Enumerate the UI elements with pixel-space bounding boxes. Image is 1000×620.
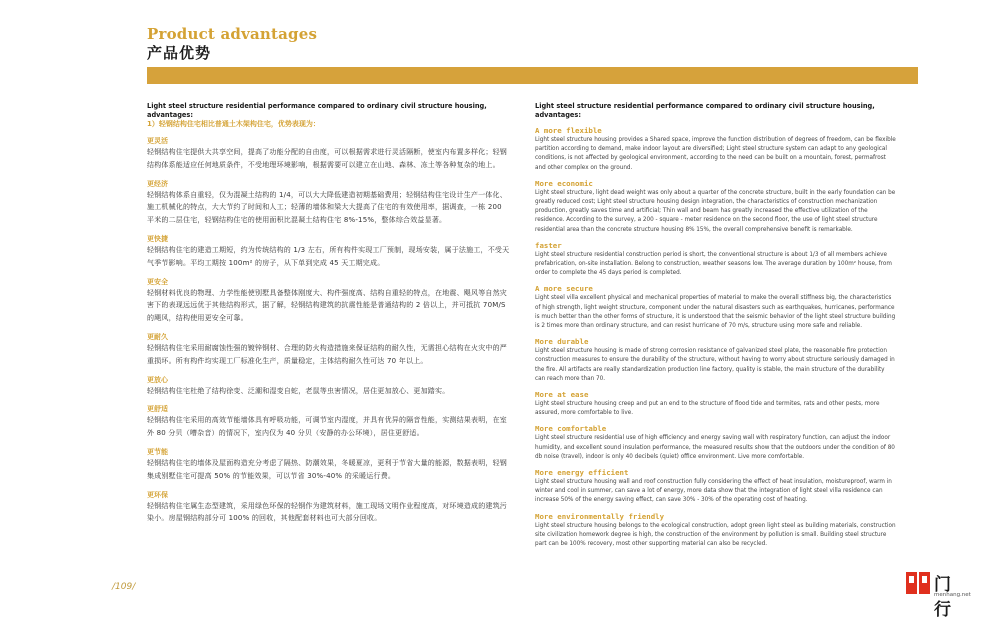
section-heading: 更灵活 [147,137,168,145]
section-heading: A more secure [535,284,593,294]
section-text: 轻钢结构住宅属生态型建筑，采用绿色环保的轻钢作为建筑材料，施工现场文明作业程度高，对环境造成的建筑污染小。房屋钢结构部分可 100% 的回收，其他配套材料也可大部分回收。 [147,501,507,523]
title-cn: 产品优势 [147,44,212,62]
section-heading: 更耐久 [147,332,168,341]
section-text: Light steel structure, light dead weight was only about a quarter of the concrete structure, built in the early foundation can be greatly reduced cost; Light steel structure housing design integration, the characteristics of construction mechanization production, greatly saves time and artificial; Thin wall and beam has greatly increased the effective utilization of the residence. According to the survey, a 200 - square - meter residence on the second floor, the use of light steel structure residential area than the concrete structure housing 8% 15%, the overall comprehensive benefit is remarkable. [535,189,896,233]
section-energy-en [535,468,896,506]
section-text: Light steel structure housing creep and put an end to the structure of flood tide and termites, rats and other pests, more assured, more comfortable to live. [535,401,880,417]
brand-logo-text: 门行 [934,575,952,620]
section-text: Light steel structure housing is made of strong corrosion resistance of galvanized steel plate, the reasonable fire protection construction measures to ensure the durability of the structure, without having to worry about structure seriously damaged in the fire. All artifacts are really standardization production line factory, quality is stable, the main structure of the durability can reach more than 70. [535,348,895,382]
section-durable-cn [147,332,511,368]
brand-logo-icon [905,570,931,596]
left-column-cn [147,102,511,525]
page-number: /109/ [112,582,136,592]
section-text: 轻钢结构住宅采用的高效节能墙体具有呼吸功能，可调节室内湿度，并具有优异的隔音性能，实测结果表明，在室外 80 分贝（嘈杂音）的情况下，室内仅为 40 分贝（安静的办公环境），居住更舒适。 [147,416,507,438]
section-heading: More environmentally friendly [535,511,665,521]
section-economic-cn [147,179,511,227]
section-text: Light steel structure housing provides a Shared space, improve the function distribution of degrees of freedom, can be flexible partition according to demand, make indoor layout are diversified; Light steel structure system can adapt to any geological conditions, is not affected by geological environment, according to the need can be built on a mountain, forest, permafrost and other complex on the ground. [535,137,896,171]
section-text: 轻钢结构住宅杜绝了结构徐变、泛潮和湿变自蛇，老鼠等虫害情况，居住更加放心、更加踏实。 [147,386,450,395]
left-intro-en: Light steel structure residential performance compared to ordinary civil structure housing, advantages: [147,102,487,119]
section-text: 轻钢材料优良的物理、力学性能使别墅具备整体刚度大、构件强度高、结构自重轻的特点，在地震、飓风等自然灾害下的表现远远优于其他结构形式，据了解，轻钢结构建筑的抗震性能是普通结构的 2 倍以上，并可抵抗 70M/S 的飓风，结构使用更安全可靠。 [147,288,507,323]
brand-logo-url: menhang.net [934,592,971,598]
section-text: Light steel structure housing wall and roof construction fully considering the effect of heat insulation, moistureproof, warm in winter and cool in summer, can save a lot of energy, more data show that the integration of light steel villa residence can increase 50% of the energy saving effect, can save 30% - 30% of the operating cost of heating. [535,479,892,504]
right-intro-en: Light steel structure residential performance compared to ordinary civil structure housing, advantages: [535,102,875,119]
section-flexible-cn [147,136,511,172]
section-heading: More durable [535,337,589,347]
section-heading: 更安全 [147,277,168,286]
section-heading: More economic [535,178,593,188]
section-at-ease-cn [147,375,511,398]
section-eco-en [535,512,896,550]
section-economic-en [535,179,896,235]
title-en: Product advantages [147,25,318,43]
brand-logo[interactable] [905,570,971,620]
section-text: Light steel structure residential use of high efficiency and energy saving wall with respiratory function, can adjust the indoor humidity, and excellent sound insulation performance, the measured results show that the outdoors under the condition of 80 db noise (travel), indoor is only 40 decibels (quiet) office environment. Live more comfortable. [535,435,895,460]
section-heading: 更舒适 [147,405,168,414]
section-text: 轻钢结构住宅采用耐腐蚀性强的镀锌钢材、合理的防火构造措施来保证结构的耐久性，无需担心结构在火灾中的严重损坏。所有构件均实现工厂标准化生产，质量稳定，主体结构耐久性可达 70 年以上。 [147,343,507,365]
section-text: 轻钢结构住宅的墙体及屋面构造充分考虑了隔热、防潮效果，冬暖夏凉，更利于节省大量的能源，数据表明，轻钢集成别墅住宅可提高 50% 的节能效果，可以节省 30%-40% 的采暖运行费。 [147,458,507,480]
left-intro-cn: 1）轻钢结构住宅相比普通土木架构住宅，优势表现为： [147,120,320,128]
section-heading: 更经济 [147,179,168,188]
section-heading: More comfortable [535,424,607,434]
section-faster-cn [147,234,511,270]
section-heading: 更快捷 [147,234,168,243]
section-text: Light steel structure housing belongs to the ecological construction, adopt green light steel as building materials, construction site civilization homework degree is high, the construction of the environment by pollution is small. Building steel structure part can be 100% recovery, most other supporting material can also be recycled. [535,522,896,548]
section-energy-cn [147,447,511,483]
section-secure-en [535,284,896,331]
section-secure-cn [147,277,511,325]
section-heading: More energy efficient [535,468,629,478]
section-text: 轻钢结构住宅的建造工期短，约为传统结构的 1/3 左右，所有构件实现工厂预制，现场安装，属于法施工，不受天气季节影响。平均工期按 100m² 的房子，从下单到完成 45 天工期完成。 [147,245,510,267]
section-faster-en [535,241,896,279]
section-text: 轻钢结构住宅提供大共享空间，提高了功能分配的自由度，可以根据需求进行灵活隔断，使室内布置多样化；轻钢结构体系能适应任何地质条件，不受地理环境影响，根据需要可以建立在山地、森林、冻土等各种复杂的地上。 [147,148,507,169]
section-text: Light steel structure residential construction period is short, the conventional structure is about 1/3 of all members achieve prefabrication, on-site installation. Belong to construction, weather seasons low. The average duration by 100m² house, from order to complete the 45 days period is completed. [535,251,892,277]
section-heading: faster [535,240,562,250]
section-at-ease-en [535,390,896,418]
section-text: 轻钢结构体系自重轻，仅为混凝土结构的 1/4，可以大大降低建造初期基础费用；轻钢结构住宅设计生产一体化、施工机械化的特点，大大节约了时间和人工；轻薄的墙体和梁大大提高了住宅的有效使用率，据调查，一栋 200 平米的二层住宅，轻钢结构住宅的使用面积比混凝土结构住宅 8%-15%，整体综合效益显著。 [147,190,507,225]
section-heading: 更环保 [147,490,168,499]
header-bar [147,67,918,84]
section-durable-en [535,337,896,384]
section-heading: More at ease [535,390,589,400]
right-column-en [535,102,896,549]
section-eco-cn [147,490,511,526]
section-heading: 更放心 [147,375,168,384]
section-comfortable-cn [147,404,511,440]
section-heading: 更节能 [147,447,168,456]
section-flexible-en [535,126,896,173]
section-text: Light steel villa excellent physical and mechanical properties of material to make the overall stiffness big, the characteristics of high strength, light weight structure, component under the natural disasters such as earthquakes, hurricanes, performance is much better than the other forms of structure, it is understood that the seismic behavior of the light steel structure building is 2 times more than ordinary structure, and can resist hurricane of 70 m/s, structure using more safe and reliable. [535,295,896,330]
section-heading: A more flexible [535,126,602,135]
section-comfortable-en [535,424,896,462]
left-intro [147,102,511,129]
